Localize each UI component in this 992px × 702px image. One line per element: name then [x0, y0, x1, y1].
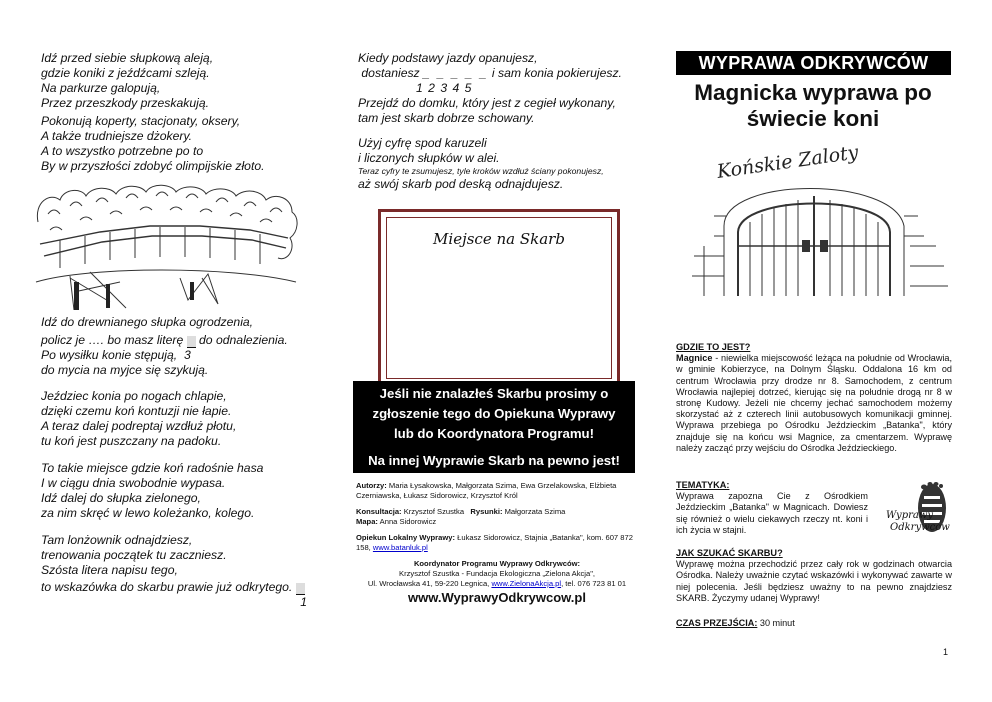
poem-line: Przez przeszkody przeskakują.: [41, 96, 209, 110]
notice-line: Na innej Wyprawie Skarb na pewno jest!: [368, 453, 620, 468]
middle-stanza-2: [358, 136, 604, 192]
middle-stanza-1: [358, 51, 622, 126]
credits-block: [356, 481, 638, 606]
page-title: [662, 80, 964, 132]
authors: [356, 481, 638, 501]
poem-line: Przejdź do domku, który jest z cegieł wykonany,: [358, 96, 616, 110]
poem-line: Kiedy podstawy jazdy opanujesz,: [358, 51, 538, 65]
poem-line: By w przyszłości zdobyć olimpijskie złoto.: [41, 159, 265, 173]
map-line: [356, 517, 638, 527]
notice-line: Jeśli nie znalazłeś Skarbu prosimy o: [379, 386, 609, 401]
poem-line: dzięki czemu koń kontuzji nie łapie.: [41, 404, 232, 418]
poem-text: to wskazówka do skarbu prawie już odkrytego.: [41, 580, 293, 594]
coordinator-link[interactable]: www.ZielonaAkcja.pl: [491, 579, 562, 588]
how-section: [676, 548, 952, 604]
coordinator-address: [356, 579, 638, 589]
phone-text: , tel. 076 723 81 01: [561, 579, 627, 588]
poem-text: policz je …. bo masz literę: [41, 333, 184, 347]
left-final-line: [41, 580, 311, 610]
logo-text: Wyprawy: [886, 510, 934, 521]
how-heading: JAK SZUKAĆ SKARBU?: [676, 548, 783, 558]
local-guide: [356, 533, 638, 553]
logo-text: Odkrywców: [890, 522, 950, 533]
letter-blanks: _ _ _ _ _: [423, 66, 489, 80]
poem-line: A teraz dalej podreptaj wzdłuż płotu,: [41, 419, 237, 433]
coordinator-title: Koordynator Programu Wyprawy Odkrywców:: [413, 559, 581, 568]
place-name: Magnice: [676, 353, 713, 364]
digit-hint: 1: [300, 595, 307, 609]
theme-heading: TEMATYKA:: [676, 480, 730, 490]
website-link[interactable]: www.WyprawyOdkrywcow.pl: [408, 590, 586, 605]
map-value: Anna Sidorowicz: [379, 517, 437, 526]
time-value: 30 minut: [757, 618, 795, 628]
wyprawy-odkrywcow-logo: [880, 482, 952, 544]
treasure-frame: [378, 209, 620, 387]
notice-line: zgłoszenie tego do Opiekuna Wyprawy: [372, 406, 616, 421]
letter-blank: [296, 583, 305, 595]
poem-line: [41, 333, 288, 348]
parkour-fence-illustration: [30, 182, 302, 314]
poem-line: Idź dalej do słupka zielonego,: [41, 491, 201, 505]
treasure-frame-title: Miejsce na Skarb: [433, 230, 565, 248]
poem-text: Po wysiłku konie stępują,: [41, 348, 178, 362]
where-section: [676, 342, 952, 454]
digit-hint: 3: [183, 348, 191, 362]
not-found-notice: [353, 381, 635, 473]
poem-line: Na parkurze galopują,: [41, 81, 161, 95]
left-stanza-2: [41, 114, 265, 174]
left-stanza-1: [41, 51, 213, 111]
local-value: Łukasz Sidorowicz, Stajnia „Batanka", kom. 607 872 158,: [356, 533, 633, 552]
theme-body: Wyprawa zapozna Cie z Ośrodkiem Jeździeckim „Batanka" w Magnicach. Dowiesz się również o wielu ciekawych rzeczy nt. koni i ich życia w stajni.: [676, 491, 868, 535]
title-line: Magnicka wyprawa po: [694, 80, 932, 105]
poem-text: do odnalezienia.: [199, 333, 288, 347]
poem-line: do mycia na myjce się szykują.: [41, 363, 209, 377]
stable-gate-illustration: [674, 136, 954, 298]
blank-numbers: 1 2 3 4 5: [416, 81, 473, 95]
poem-line: Użyj cyfrę spod karuzeli: [358, 136, 487, 150]
poem-text: i sam konia pokierujesz.: [491, 66, 622, 80]
left-stanza-6: [41, 533, 227, 578]
left-stanza-4: [41, 389, 236, 449]
title-line: świecie koni: [746, 106, 880, 131]
consult-label: Konsultacja:: [356, 507, 402, 516]
time-heading: CZAS PRZEJŚCIA:: [676, 618, 758, 628]
poem-line: Idź przed siebie słupkową aleją,: [41, 51, 214, 65]
letter-blank: [187, 336, 196, 348]
poem-line: gdzie koniki z jeźdźcami szleją.: [41, 66, 210, 80]
notice-line: lub do Koordynatora Programu!: [393, 426, 594, 441]
drawings-value: Małgorzata Szima: [504, 507, 566, 516]
local-label: Opiekun Lokalny Wyprawy:: [356, 533, 456, 542]
coordinator-block: [356, 559, 638, 606]
poem-line: aż swój skarb pod deską odnajdujesz.: [358, 177, 564, 191]
poem-line: tam jest skarb dobrze schowany.: [358, 111, 535, 125]
gate-caption: Końskie Zaloty: [715, 141, 860, 183]
page-number: 1: [943, 647, 949, 657]
left-stanza-5: [41, 461, 263, 521]
drawings-label: Rysunki:: [470, 507, 503, 516]
poem-line: I w ciągu dnia swobodnie wypasa.: [41, 476, 226, 490]
authors-value: Maria Łysakowska, Małgorzata Szima, Ewa Grzelakowska, Elżbieta Czerniawska, Łukasz Sidorowicz, Krzysztof Król: [356, 481, 617, 500]
expedition-badge: WYPRAWA ODKRYWCÓW: [676, 51, 951, 75]
poem-line: i liczonych słupków w alei.: [358, 151, 500, 165]
coordinator-line: Krzysztof Szustka - Fundacja Ekologiczna „Zielona Akcja",: [399, 569, 595, 578]
poem-line: tu koń jest puszczany na padoku.: [41, 434, 222, 448]
poem-line: A także trudniejsze dżokery.: [41, 129, 193, 143]
where-text: [676, 353, 952, 454]
poem-line: Tam lonżownik odnajdziesz,: [41, 533, 193, 547]
time-section: [676, 618, 952, 629]
poem-line: Teraz cyfry te zsumujesz, tyle kroków wzdłuż ściany pokonujesz,: [358, 166, 604, 176]
poem-line: Pokonują koperty, stacjonaty, oksery,: [41, 114, 241, 128]
poem-line: Idź do drewnianego słupka ogrodzenia,: [41, 315, 254, 329]
poem-line: [41, 580, 311, 595]
poem-line: A to wszystko potrzebne po to: [41, 144, 204, 158]
poem-line: za nim skręć w lewo koleżanko, kolego.: [41, 506, 255, 520]
map-label: Mapa:: [356, 517, 378, 526]
poem-line: Jeździec konia po nogach chlapie,: [41, 389, 227, 403]
poem-line: trenowania początek tu zaczniesz.: [41, 548, 227, 562]
consult-line: [356, 507, 638, 517]
poem-line: To takie miejsce gdzie koń radośnie hasa: [41, 461, 264, 475]
consult-value: Krzysztof Szustka: [403, 507, 465, 516]
poem-line: Szósta litera napisu tego,: [41, 563, 178, 577]
authors-label: Autorzy:: [356, 481, 387, 490]
local-link[interactable]: www.batanluk.pl: [372, 543, 428, 552]
address-text: Ul. Wrocławska 41, 59-220 Legnica,: [367, 579, 490, 588]
how-body: Wyprawę można przechodzić przez cały rok w godzinach otwarcia Ośrodka. Należy uważnie czytać wskazówki i wykonywać zawarte w niej polecenia. Jeśli będziesz uważny to na pewno znajdziesz SKARB. Życzymy udanej Wyprawy!: [676, 559, 952, 603]
poem-line: [358, 66, 622, 81]
where-heading: GDZIE TO JEST?: [676, 342, 751, 352]
poem-line: [41, 348, 288, 363]
where-body: - niewielka miejscowość leżąca na południe od Wrocławia, w gminie Kobierzyce, na Dolnym Śląsku. Oddalona 16 km od centrum Wrocławia przy drodze nr 8. Samochodem, z centrum Wrocławia najlepiej dotrzeć, kierując się na południe drogą nr 8 w stronę Kudowy. Jeżeli nie chcemy jechać samochodem możemy skorzystać aż z czterech linii autobusowych komunikacji gminnej. Wyprawa przebiega po Ośrodku Jeździeckim „Batanka", który znajduje się na końcu wsi Magnice, za cmentarzem. Wyprawę należy zacząć przy wejściu do Ośrodka Jeździeckiego.: [676, 353, 952, 453]
left-stanza-3: [41, 315, 288, 378]
poem-text: dostaniesz: [361, 66, 420, 80]
